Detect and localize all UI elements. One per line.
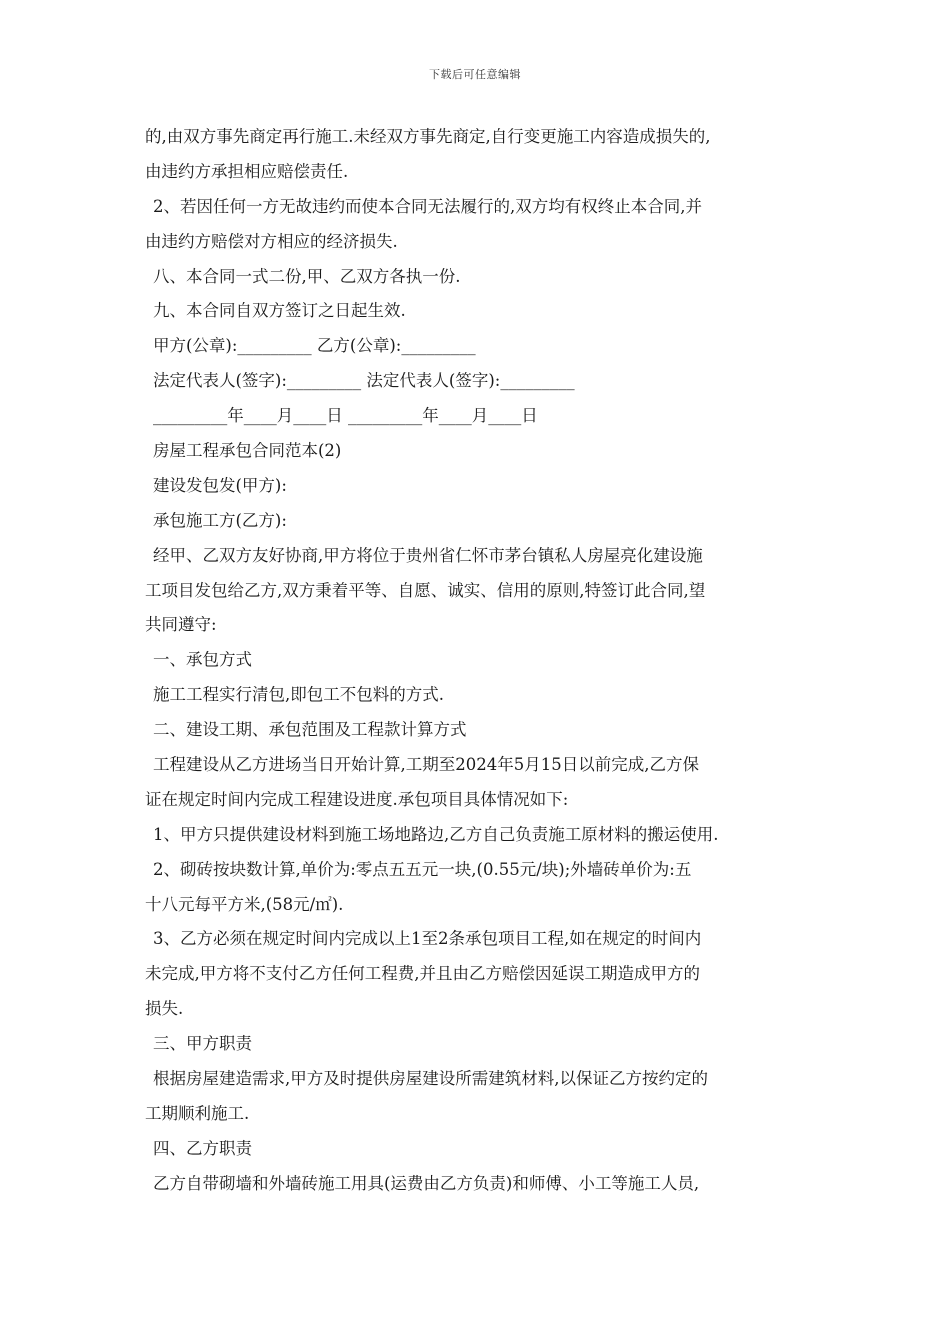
text-line: 八、本合同一式二份,甲、乙双方各执一份. [153, 266, 461, 286]
signature-line-date: _________年____月____日 _________年____月____日 [153, 406, 538, 426]
text-line: 1、甲方只提供建设材料到施工场地路边,乙方自己负责施工原材料的搬运使用. [153, 824, 719, 844]
text-line: 十八元每平方米,(58元/㎡). [145, 894, 344, 914]
text-line: 3、乙方必须在规定时间内完成以上1至2条承包项目工程,如在规定的时间内 [153, 929, 702, 949]
document-body [145, 120, 825, 1202]
text-line: 由违约方赔偿对方相应的经济损失. [145, 231, 398, 251]
section-heading: 三、甲方职责 [153, 1034, 252, 1054]
section-title: 房屋工程承包合同范本(2) [153, 441, 342, 461]
text-line: 施工工程实行清包,即包工不包料的方式. [153, 685, 444, 705]
text-line: 未完成,甲方将不支付乙方任何工程费,并且由乙方赔偿因延误工期造成甲方的 [145, 964, 700, 984]
text-line: 工期顺利施工. [145, 1103, 250, 1123]
text-line: 经甲、乙双方友好协商,甲方将位于贵州省仁怀市茅台镇私人房屋亮化建设施 [153, 545, 703, 565]
text-line: 根据房屋建造需求,甲方及时提供房屋建设所需建筑材料,以保证乙方按约定的 [153, 1069, 708, 1089]
text-line: 2、若因任何一方无故违约而使本合同无法履行的,双方均有权终止本合同,并 [153, 196, 702, 216]
section-heading: 一、承包方式 [153, 650, 252, 670]
text-line: 建设发包发(甲方): [153, 475, 287, 495]
text-line: 工项目发包给乙方,双方秉着平等、自愿、诚实、信用的原则,特签订此合同,望 [145, 580, 706, 600]
section-heading: 二、建设工期、承包范围及工程款计算方式 [153, 720, 467, 740]
text-line: 证在规定时间内完成工程建设进度.承包项目具体情况如下: [145, 789, 569, 809]
text-line: 九、本合同自双方签订之日起生效. [153, 301, 406, 321]
text-line: 共同遵守: [145, 615, 217, 635]
text-line: 承包施工方(乙方): [153, 510, 287, 530]
text-line: 乙方自带砌墙和外墙砖施工用具(运费由乙方负责)和师傅、小工等施工人员, [153, 1173, 700, 1193]
signature-line-representative: 法定代表人(签字):_________ 法定代表人(签字):_________ [153, 371, 575, 391]
signature-line-seal: 甲方(公章):_________ 乙方(公章):_________ [153, 336, 476, 356]
text-line: 由违约方承担相应赔偿责任. [145, 161, 349, 181]
text-line: 工程建设从乙方进场当日开始计算,工期至2024年5月15日以前完成,乙方保 [153, 755, 699, 775]
page-header-note: 下载后可任意编辑 [429, 68, 521, 81]
text-line: 损失. [145, 999, 184, 1019]
section-heading: 四、乙方职责 [153, 1138, 252, 1158]
text-line: 的,由双方事先商定再行施工.未经双方事先商定,自行变更施工内容造成损失的, [145, 127, 711, 146]
text-line: 2、砌砖按块数计算,单价为:零点五五元一块,(0.55元/块);外墙砖单价为:五 [153, 859, 692, 879]
